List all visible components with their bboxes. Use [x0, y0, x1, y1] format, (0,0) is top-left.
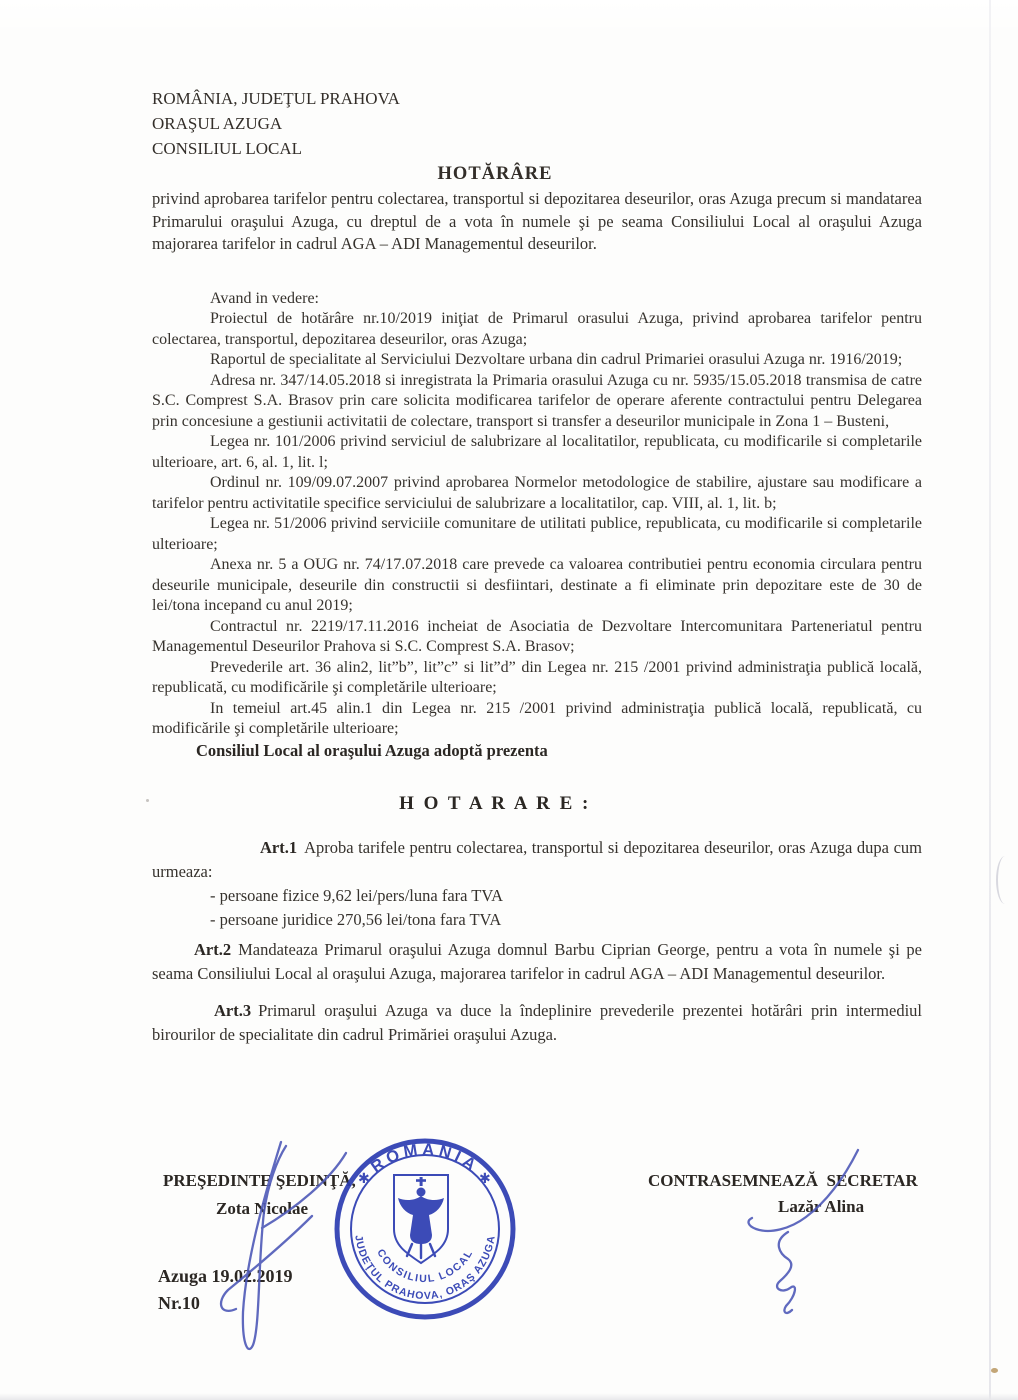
svg-text:ROMÂNIA — [368, 1140, 483, 1177]
scan-speck — [991, 1368, 998, 1373]
scan-fold-mark — [996, 856, 1014, 904]
president-signature-slash — [221, 1216, 312, 1311]
tariff-item-individuals: - persoane fizice 9,62 lei/pers/luna fara TVA — [210, 885, 504, 905]
preamble-item: Proiectul de hotărâre nr.10/2019 iniţiat de Primarul orasului Azuga, privind aprobarea tarifelor pentru colectarea, transportul, depozitarea deseurilor, oras Azuga; — [152, 310, 922, 348]
svg-text:JUDEŢUL PRAHOVA, ORAŞ AZUGA — [352, 1234, 498, 1302]
scan-page-edge — [989, 0, 991, 1400]
president-name: Zota Nicolae — [216, 1199, 309, 1218]
document-body — [152, 86, 922, 1047]
scan-bottom-edge — [0, 1393, 1018, 1400]
article-2-label: Art.2 — [194, 939, 232, 959]
preamble-item: Anexa nr. 5 a OUG nr. 74/17.07.2018 care prevede ca valoarea contributiei pentru economia circulara pentru deseurile municipale, deseurile din constructii si desfiintari, destinate a fi eliminate prin depozitare este de 30 de lei/tona incepand cu anul 2019; — [152, 556, 922, 614]
preamble-intro: Avand in vedere: — [210, 289, 319, 307]
stamp-country-text: ROMÂNIA — [367, 1140, 483, 1177]
coat-of-arms-icon — [394, 1175, 448, 1263]
council-round-stamp — [333, 1137, 517, 1321]
article-1 — [152, 836, 922, 884]
secretary-name: Lazăr Alina — [778, 1197, 865, 1216]
preamble-item: Raportul de specialitate al Serviciului Dezvoltare urbana din cadrul Primariei orasului Azuga nr. 1916/2019; — [210, 351, 903, 368]
stamp-county-town-text: JUDEŢUL PRAHOVA, ORAŞ AZUGA — [352, 1234, 498, 1303]
article-1-text: Aproba tarifele pentru colectarea, transportul si depozitarea deseurilor, oras Azuga dupa cum urmeaza: — [152, 837, 922, 881]
secretary-signature-zigzag — [777, 1232, 795, 1313]
header-town: ORAŞUL AZUGA — [152, 114, 283, 133]
header-country-county: ROMÂNIA, JUDEŢUL PRAHOVA — [152, 89, 400, 108]
article-2-text: Mandateaza Primarul oraşului Azuga domnul Barbu Ciprian George, pentru a vota în numele şi pe seama Consiliului Local al oraşului Azuga, majorarea tarifelor in cadrul AGA – ADI Managementul deseurilor. — [152, 939, 922, 983]
preamble-item: In temeiul art.45 alin.1 din Legea nr. 215 /2001 privind administraţia publică locală, republicată, cu modificările şi completările ulterioare; — [152, 699, 922, 737]
preamble-item: Prevederile art. 36 alin2, lit”b”, lit”c” si lit”d” din Legea nr. 215 /2001 privind administraţia publică locală, republicată, cu modificările şi completările ulterioare; — [152, 658, 922, 696]
tariff-item-companies: - persoane juridice 270,56 lei/tona fara TVA — [210, 909, 502, 929]
stamp-council-text: CONSILIUL LOCAL — [374, 1247, 476, 1286]
scan-top-fade — [0, 0, 1018, 36]
article-3 — [152, 999, 922, 1047]
article-1-label: Art.1 — [260, 837, 298, 857]
scan-speck — [146, 799, 149, 802]
article-3-label: Art.3 — [214, 1000, 252, 1020]
preamble-item: Legea nr. 51/2006 privind serviciile comunitare de utilitati publice, republicata, cu modificarile si completarile ulterioare; — [152, 515, 922, 553]
preamble-item: Adresa nr. 347/14.05.2018 si inregistrata la Primaria orasului Azuga cu nr. 5935/15.05.2018 transmisa de catre S.C. Comprest S.A. Brasov prin care solicita modificarea tarifelor de operare aferente contractului pentru Delegarea prin concesiune a gestiunii activitatii de colectare, transport si transfer a deseurilor municipale in Zona 1 – Busteni, — [152, 371, 922, 430]
secretary-role-label: CONTRASEMNEAZĂ SECRETAR — [648, 1171, 918, 1190]
header-council: CONSILIUL LOCAL — [152, 139, 302, 158]
article-3-text: Primarul oraşului Azuga va duce la îndeplinire prevederile prezentei hotărâri prin intermediul birourilor de specialitate din cadrul Primăriei oraşului Azuga. — [152, 1000, 922, 1044]
preamble-item: Contractul nr. 2219/17.11.2016 incheiat de Asociatia de Dezvoltare Intercomunitara Parteneriatul pentru Managementul Deseurilor Prahova si S.C. Comprest S.A. Brasov; — [152, 617, 922, 655]
document-subtitle: privind aprobarea tarifelor pentru colectarea, transportul si depozitarea deseurilor, oras Azuga precum si mandatarea Primarului oraşului Azuga, cu dreptul de a vota în numele şi pe seama Consiliului Local al oraşului Azuga majorarea tarifelor in cadrul AGA – ADI Managementul deseurilor. — [152, 189, 922, 253]
stamp-star-left-icon: ✱ — [358, 1170, 370, 1186]
stamp-star-right-icon: ✱ — [479, 1170, 491, 1186]
president-role-label: PREŞEDINTE ŞEDINŢĂ, — [163, 1171, 356, 1190]
document-title: HOTĂRÂRE — [437, 164, 553, 184]
place-and-date: Azuga 19.02.2019 — [158, 1266, 293, 1286]
decision-number: Nr.10 — [158, 1293, 200, 1313]
decision-heading: H O T A R A R E : — [399, 792, 591, 814]
preamble-item: Ordinul nr. 109/09.07.2007 privind aprobarea Normelor metodologice de stabilire, ajustare sau modificare a tarifelor pentru activitatile specifice serviciului de salubrizare a localitatilor, cap. VIII, al. 1, lit. b; — [152, 474, 922, 512]
article-2 — [152, 938, 922, 986]
preamble-item: Legea nr. 101/2006 privind serviciul de salubrizare al localitatilor, republicata, cu modificarile si completarile ulterioare, art. 6, al. 1, lit. l; — [152, 433, 922, 471]
adoption-clause: Consiliul Local al oraşului Azuga adoptă prezenta — [196, 740, 548, 760]
